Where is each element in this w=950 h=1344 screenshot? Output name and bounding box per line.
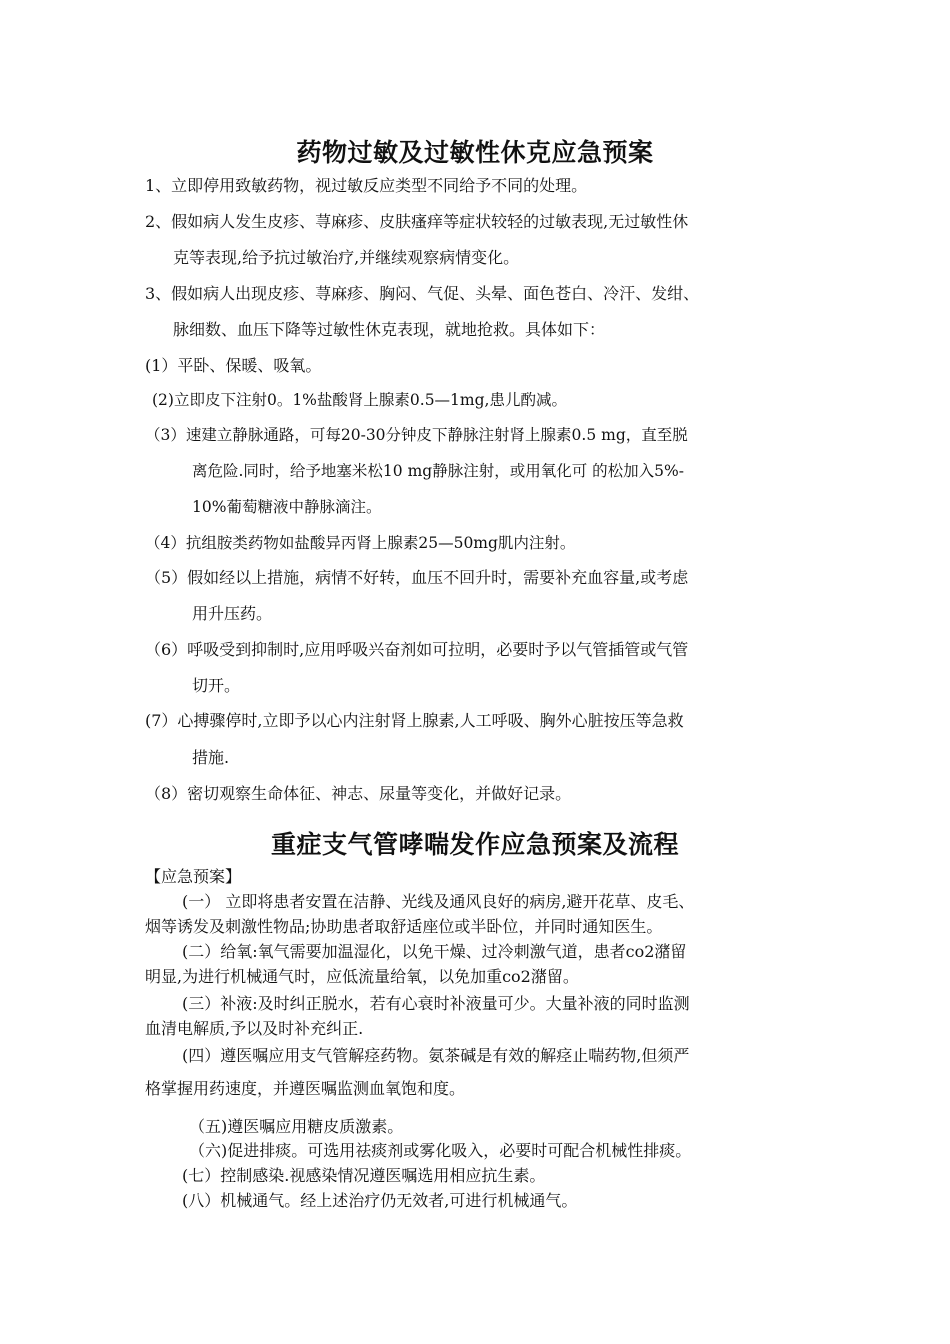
paragraph-line: （4）抗组胺类药物如盐酸异丙肾上腺素25—50mg肌内注射。	[145, 534, 576, 552]
paragraph-line: 格掌握用药速度，并遵医嘱监测血氧饱和度。	[145, 1079, 466, 1098]
paragraph-line: 【应急预案】	[145, 867, 242, 886]
paragraph-line: (三）补液:及时纠正脱水，若有心衰时补液量可少。大量补液的同时监测	[182, 994, 690, 1013]
paragraph-line: 用升压药。	[192, 604, 273, 623]
paragraph-line: 烟等诱发及刺激性物品;协助患者取舒适座位或半卧位，并同时通知医生。	[145, 917, 663, 936]
paragraph-line: 措施.	[192, 748, 230, 767]
paragraph-line: (一） 立即将患者安置在洁静、光线及通风良好的病房,避开花草、皮毛、	[182, 892, 695, 911]
paragraph-line: （5）假如经以上措施，病情不好转，血压不回升时，需要补充血容量,或考虑	[145, 568, 689, 587]
paragraph-line: (四）遵医嘱应用支气管解痉药物。氨茶碱是有效的解痉止喘药物,但须严	[182, 1046, 690, 1065]
paragraph-line: （六)促进排痰。可选用祛痰剂或雾化吸入，必要时可配合机械性排痰。	[189, 1141, 692, 1160]
paragraph-line: (2)立即皮下注射0。1%盐酸肾上腺素0.5—1mg,患儿酌减。	[152, 391, 567, 409]
section-title-asthma: 重症支气管哮喘发作应急预案及流程	[270, 830, 679, 859]
paragraph-line: (八）机械通气。经上述治疗仍无效者,可进行机械通气。	[182, 1191, 578, 1210]
section-title-drug-allergy: 药物过敏及过敏性休克应急预案	[296, 138, 654, 167]
paragraph-line: 血清电解质,予以及时补充纠正.	[145, 1019, 364, 1038]
paragraph-line: （6）呼吸受到抑制时,应用呼吸兴奋剂如可拉明，必要时予以气管插管或气管	[145, 640, 689, 659]
paragraph-line: 1、立即停用致敏药物，视过敏反应类型不同给予不同的处理。	[145, 176, 588, 195]
paragraph-line: 10%葡萄糖液中静脉滴注。	[192, 498, 382, 516]
paragraph-line: 2、假如病人发生皮疹、荨麻疹、皮肤瘙痒等症状较轻的过敏表现,无过敏性休	[145, 212, 689, 231]
paragraph-line: （五)遵医嘱应用糖皮质激素。	[189, 1117, 404, 1136]
paragraph-line: (7）心搏骤停时,立即予以心内注射肾上腺素,人工呼吸、胸外心脏按压等急救	[145, 711, 684, 730]
paragraph-line: （8）密切观察生命体征、神志、尿量等变化，并做好记录。	[145, 784, 572, 803]
paragraph-line: (七）控制感染.视感染情况遵医嘱选用相应抗生素。	[182, 1166, 546, 1185]
paragraph-line: (1）平卧、保暖、吸氧。	[145, 356, 322, 375]
paragraph-line: (二）给氧:氧气需要加温湿化，以免干燥、过冷刺激气道，患者co2潴留	[182, 942, 687, 961]
paragraph-line: 明显,为进行机械通气时，应低流量给氧，以免加重co2潴留。	[145, 967, 579, 986]
paragraph-line: 脉细数、血压下降等过敏性休克表现，就地抢救。具体如下：	[173, 320, 606, 339]
paragraph-line: 克等表现,给予抗过敏治疗,并继续观察病情变化。	[173, 248, 520, 267]
paragraph-line: 3、假如病人出现皮疹、荨麻疹、胸闷、气促、头晕、面色苍白、冷汗、发绀、	[145, 284, 700, 303]
paragraph-line: 离危险.同时，给予地塞米松10 mg静脉注射，或用氧化可 的松加入5%-	[192, 462, 684, 480]
paragraph-line: （3）速建立静脉通路，可每20-30分钟皮下静脉注射肾上腺素0.5 mg，直至脱	[145, 426, 688, 444]
paragraph-line: 切开。	[192, 676, 241, 695]
